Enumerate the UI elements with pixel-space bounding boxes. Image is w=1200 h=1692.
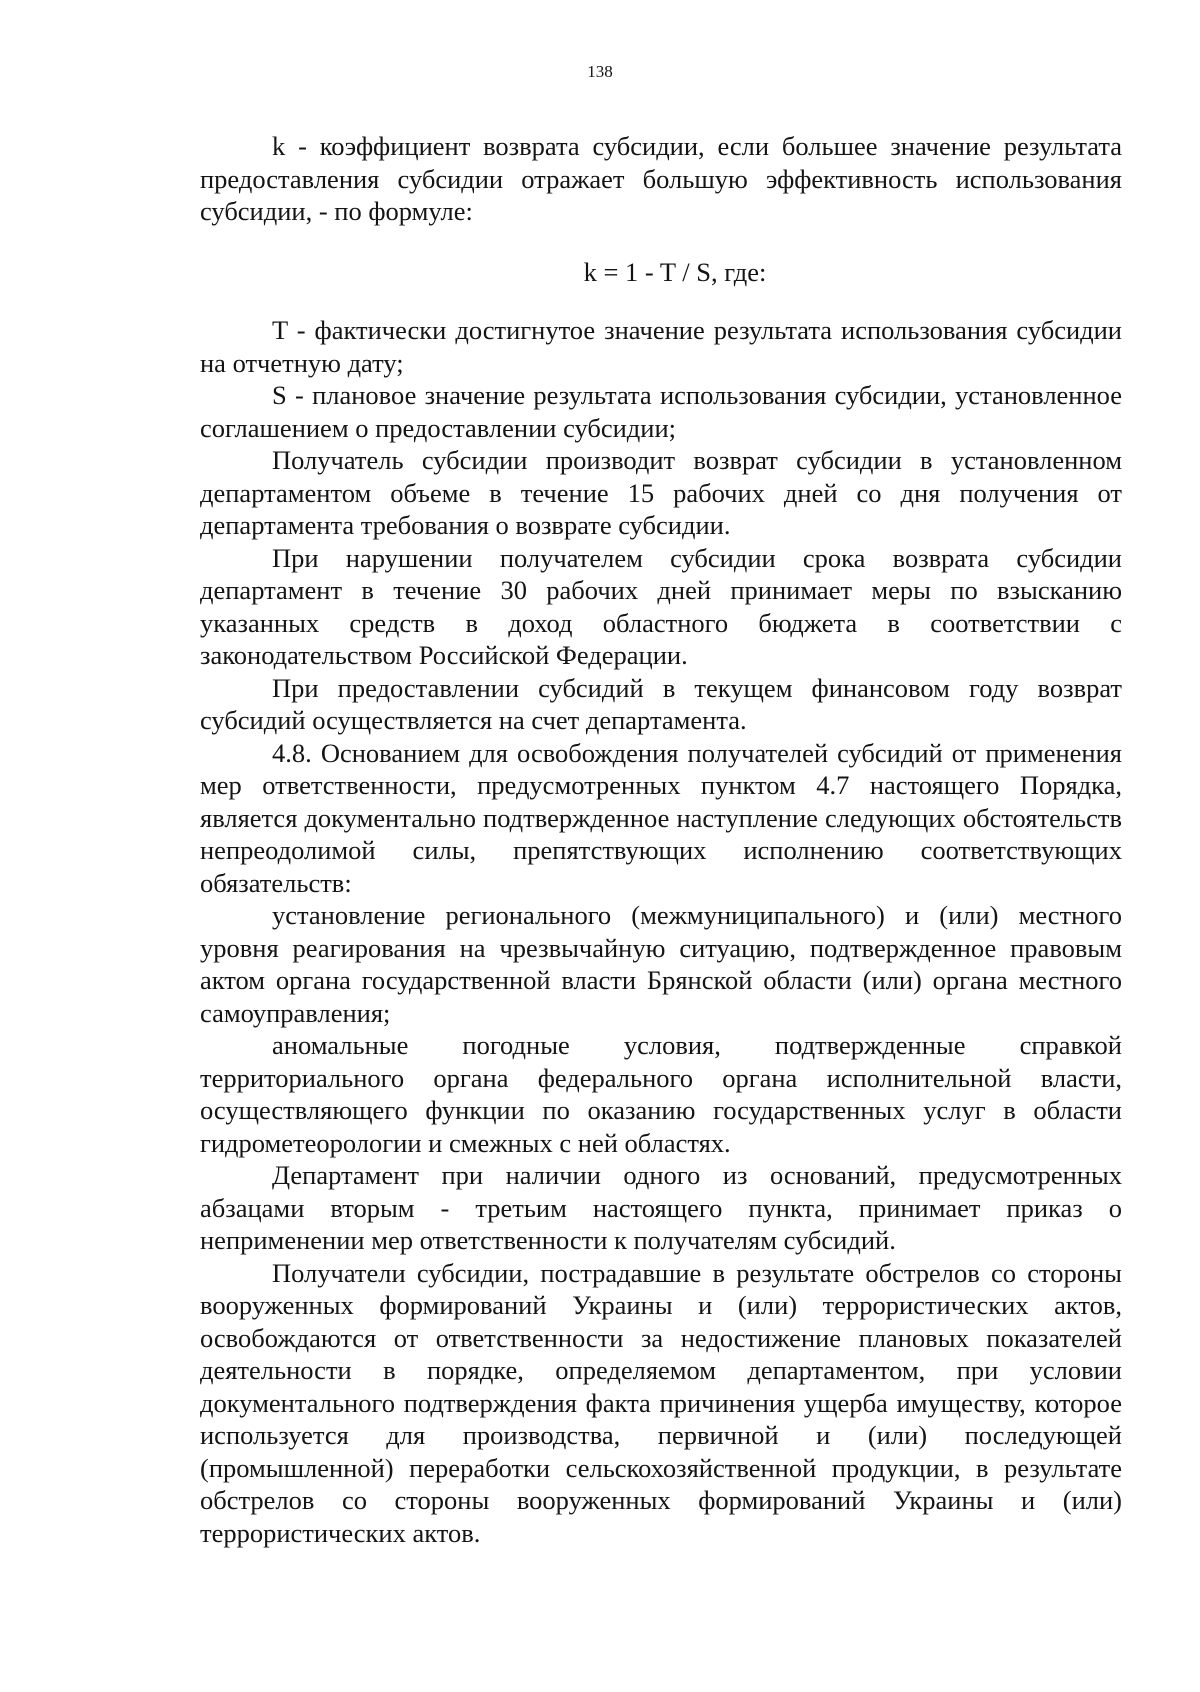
document-body [200,130,1122,1549]
paragraph-current-year-return: При предоставлении субсидий в текущем финансовом году возврат субсидий осуществляется на счет департамента. [200,672,1122,735]
paragraph-emergency-level: установление регионального (межмуниципального) и (или) местного уровня реагирования на чрезвычайную ситуацию, подтвержденное правовым актом органа государственной власти Брянской области (или) органа местного самоуправления; [200,900,1122,1028]
paragraph-coefficient-definition: k - коэффициент возврата субсидии, если большее значение результата предоставления субсидии отражает большую эффективность использования субсидии, - по формуле: [200,131,1122,226]
formula: k = 1 - T / S, где: [583,256,767,287]
paragraph-return-subsidy: Получатель субсидии производит возврат субсидии в установленном департаментом объеме в течение 15 рабочих дней со дня получения от департамента требования о возврате субсидии. [200,445,1122,540]
paragraph-s-definition: S - плановое значение результата использования субсидии, установленное соглашением о предоставлении субсидии; [200,380,1122,443]
paragraph-violation-terms: При нарушении получателем субсидии срока возврата субсидии департамент в течение 30 рабочих дней принимает меры по взысканию указанных средств в доход областного бюджета в соответствии с законодательством Российской Федерации. [200,542,1122,670]
paragraph-abnormal-weather: аномальные погодные условия, подтвержденные справкой территориального органа федерального органа исполнительной власти, осуществляющего функции по оказанию государственных услуг в области гидрометеорологии и смежных с ней областях. [200,1030,1122,1158]
paragraph-4-8-grounds: 4.8. Основанием для освобождения получателей субсидий от применения мер ответственности, предусмотренных пунктом 4.7 настоящего Порядка, является документально подтвержденное наступление следующих обстоятельств непреодолимой силы, препятствующих исполнению соответствующих обязательств: [200,737,1122,898]
paragraph-t-definition: T - фактически достигнутое значение результата использования субсидии на отчетную дату; [200,315,1122,378]
paragraph-shelling-exemption: Получатели субсидии, пострадавшие в результате обстрелов со стороны вооруженных формирований Украины и (или) террористических актов, освобождаются от ответственности за недостижение плановых показателей деятельности в порядке, определяемом департаментом, при условии документального подтверждения факта причинения ущерба имуществу, которое используется для производства, первичной и (или) последующей (промышленной) переработки сельскохозяйственной продукции, в результате обстрелов со стороны вооруженных формирований Украины и (или) террористических актов. [200,1257,1122,1548]
paragraph-department-order: Департамент при наличии одного из оснований, предусмотренных абзацами вторым - третьим настоящего пункта, принимает приказ о неприменении мер ответственности к получателям субсидий. [200,1160,1122,1255]
page-number: 138 [587,62,613,81]
